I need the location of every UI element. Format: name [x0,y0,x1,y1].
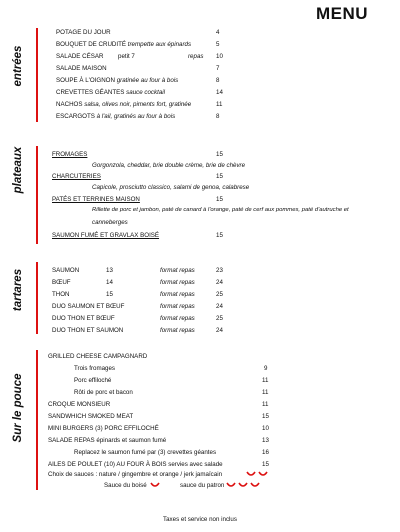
menu-item-name: DUO THON ET SAUMON [52,327,124,334]
section-divider [36,28,38,122]
menu-item-format: format repas [160,327,195,334]
menu-item-name: DUO SAUMON ET BŒUF [52,303,125,310]
section-divider [36,350,38,490]
menu-item-format: format repas [160,291,195,298]
menu-item-price: 15 [216,151,223,158]
menu-item [56,114,175,120]
menu-item [56,42,191,48]
menu-item-price: 7 [216,65,220,72]
menu-item-desc: Gorgonzola, cheddar, brie double crème, brie de chèvre [92,162,246,169]
menu-subitem-name: Rôti de porc et bacon [74,389,133,396]
menu-item-name: MINI BURGERS (3) PORC EFFILOCHÉ [48,425,159,432]
menu-item-name: AILES DE POULET (10) AU FOUR À BOIS servies avec salade [48,461,223,468]
menu-item-price: 14 [216,89,223,96]
menu-item-name: PATÉS ET TERRINES MAISON [52,196,140,203]
menu-item-price: 25 [216,291,223,298]
section-divider [36,262,38,334]
menu-item-extra: repas [188,53,204,60]
menu-item-name: SALADE CÉSAR [56,53,104,60]
chili-icon [150,480,164,490]
menu-item-format: format repas [160,315,195,322]
menu-item-name: CROQUE MONSIEUR [48,401,111,408]
menu-item-price: 10 [216,53,223,60]
menu-item [56,102,191,108]
menu-item-desc: sauce cocktail [126,89,166,96]
menu-item-price: 15 [216,196,223,203]
menu-item-name: CHARCUTERIES [52,173,101,180]
menu-item-price: 8 [216,77,220,84]
menu-item-name: SAUMON FUMÉ ET GRAVLAX BOISÉ [52,232,160,239]
menu-item [56,90,165,96]
menu-item-price: 24 [216,279,223,286]
section-label-tartares: tartares [12,268,24,312]
menu-item-price: 15 [262,413,269,420]
sauce-patron: sauce du patron [180,482,225,489]
menu-item-price: 11 [262,377,269,384]
menu-item-name: FROMAGES [52,151,88,158]
menu-item-name: POTAGE DU JOUR [56,29,111,36]
menu-item-desc: Rillette de porc et jambon, paté de canard à l'orange, paté de cerf aux pommes, paté d'autruche et [92,207,349,213]
menu-item-price: 4 [216,29,220,36]
menu-item-price: 8 [216,113,220,120]
section-label-entrees: entrées [12,45,24,87]
menu-item-name: GRILLED CHEESE CAMPAGNARD [48,353,148,360]
menu-item-name: BŒUF [52,279,71,286]
menu-item-name: NACHOS [56,101,83,108]
menu-item-price: 13 [262,437,269,444]
menu-item-price: 11 [262,401,269,408]
menu-item-desc: gratinée au four à bois [116,77,179,84]
menu-subitem-name: Porc effiloché [74,377,112,384]
menu-item-format: format repas [160,267,195,274]
menu-item-name: BOUQUET DE CRUDITÉ [56,41,127,48]
menu-item-price: 15 [216,232,223,239]
menu-item-name: SALADE MAISON [56,65,107,72]
menu-item-price: 23 [216,267,223,274]
menu-item-desc: salsa, olives noir, piments fort, gratinée [84,101,192,108]
section-divider [36,146,38,244]
menu-subitem-name: Replacez le saumon fumé par (3) crevettes géantes [74,449,217,456]
menu-item-name: THON [52,291,70,298]
menu-item-desc: à l'ail, gratinés au four à bois [96,113,176,120]
menu-item-desc: canneberges [92,219,128,226]
menu-item-price: 24 [216,327,223,334]
sauce-boise: Sauce du boisé [104,482,147,489]
menu-item-small-price: 13 [106,267,113,274]
menu-item-name: ESCARGOTS [56,113,95,120]
menu-item-price: 10 [262,425,269,432]
chili-icon [226,480,262,490]
menu-item-format: format repas [160,279,195,286]
menu-item-small-price: 14 [106,279,113,286]
menu-item-desc: Capicole, prosciutto classico, salami de genoa, calabrese [92,184,250,191]
menu-subitem-name: Trois fromages [74,365,116,372]
menu-item-format: format repas [160,303,195,310]
menu-item-name: SALADE REPAS épinards et saumon fumé [48,437,167,444]
menu-item-name: SOUPE À L'OIGNON [56,77,115,84]
section-label-plateaux: plateaux [12,146,24,194]
menu-item-price: 11 [262,389,269,396]
menu-item-name: SANDWHICH SMOKED MEAT [48,413,134,420]
menu-title: MENU [316,4,369,23]
menu-item-price: 15 [262,461,269,468]
menu-item-price: 11 [216,101,223,108]
menu-item-price: 16 [262,449,269,456]
menu-item-price: 15 [216,173,223,180]
sauces-choice: Choix de sauces : nature / gingembre et orange / jerk jamaïcain [48,471,223,478]
menu-item-name: SAUMON [52,267,80,274]
menu-item-name: CREVETTES GÉANTES [56,89,125,96]
menu-item-extra: petit 7 [118,53,135,60]
menu-item-name: DUO THON ET BŒUF [52,315,115,322]
section-label-sur-le-pouce: Sur le pouce [12,373,24,443]
menu-item-price: 25 [216,315,223,322]
menu-item-price: 9 [264,365,268,372]
menu-item [56,78,178,84]
footer-note: Taxes et service non inclus [163,516,237,523]
chili-icon [246,469,270,479]
menu-item-small-price: 15 [106,291,113,298]
menu-item-desc: trempette aux épinards [127,41,192,48]
menu-item-price: 5 [216,41,220,48]
menu-item-price: 24 [216,303,223,310]
